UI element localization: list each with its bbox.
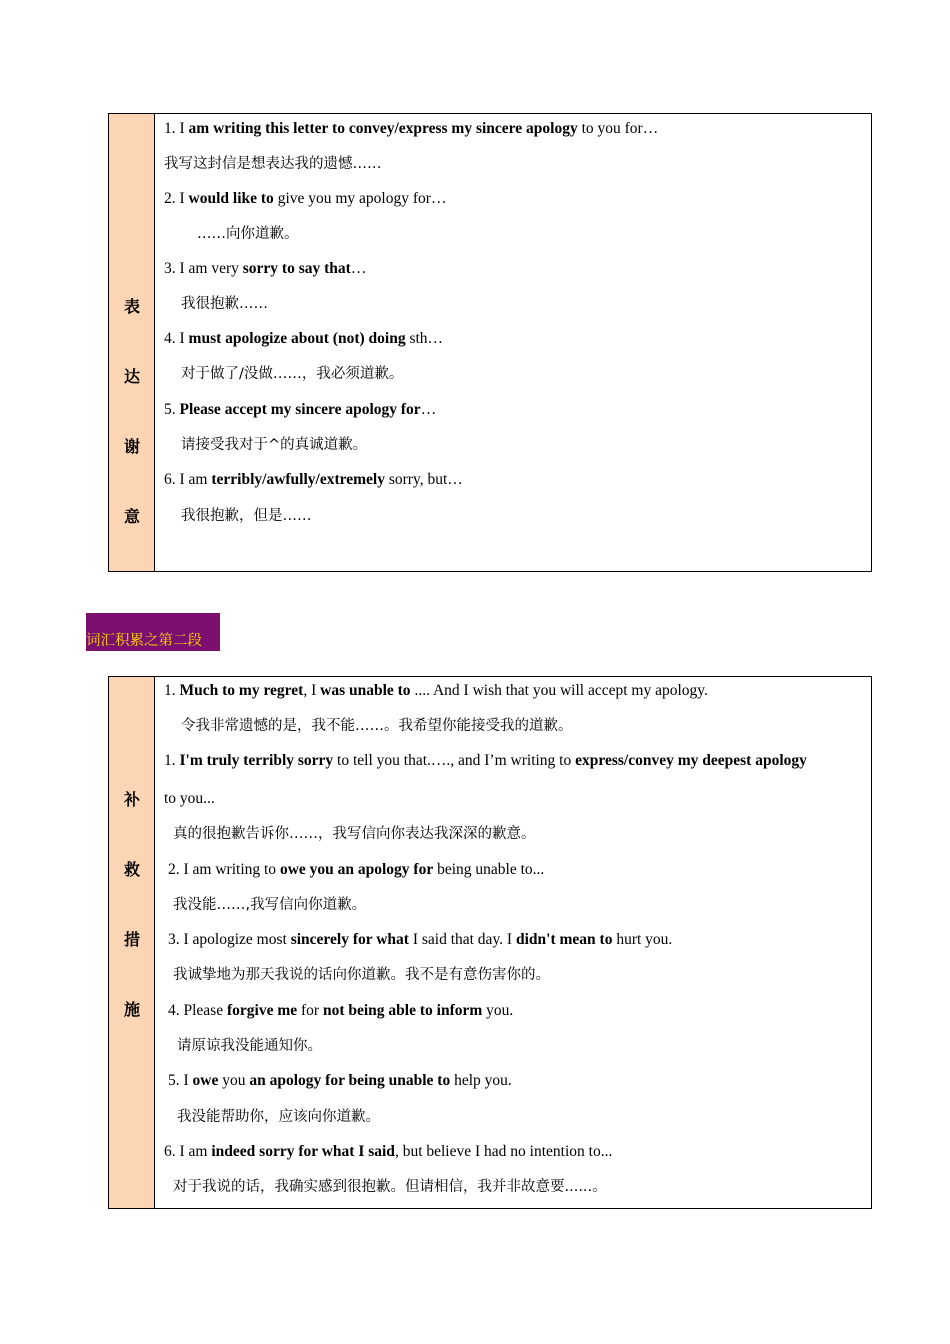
key-phrase: sorry to say that (242, 260, 351, 277)
text-segment: being unable to... (433, 861, 545, 878)
text-segment: 5. I (168, 1072, 193, 1089)
text-segment: ……向你道歉。 (197, 226, 299, 242)
key-phrase: Much to my regret (179, 682, 304, 699)
text-segment: to tell you that.…., and I’m writing to (333, 752, 576, 769)
text-segment: 1. (164, 682, 180, 699)
key-phrase: didn't mean to (515, 931, 613, 948)
text-segment: for (297, 1002, 323, 1019)
translation-line (177, 1036, 322, 1056)
expression-line (164, 751, 807, 771)
key-phrase: owe you an apology for (279, 861, 434, 878)
side-char: 救 (123, 860, 140, 879)
key-phrase: not being able to inform (322, 1002, 483, 1019)
key-phrase: indeed sorry for what I said (211, 1143, 395, 1160)
expression-line (164, 1142, 612, 1162)
key-phrase: must apologize about (not) doing (188, 330, 406, 347)
side-char: 达 (123, 367, 140, 386)
text-segment: 1. (164, 752, 180, 769)
text-segment: 令我非常遗憾的是，我不能……。我希望你能接受我的道歉。 (181, 718, 573, 734)
translation-line (181, 506, 312, 526)
text-segment: you (218, 1072, 250, 1089)
text-segment: 3. I apologize most (168, 931, 291, 948)
text-segment: hurt you. (612, 931, 673, 948)
side-char: 表 (123, 297, 140, 316)
apology-expressions-table (108, 113, 872, 572)
translation-line (197, 224, 299, 244)
key-phrase: I'm truly terribly sorry (179, 752, 334, 769)
text-segment: 4. Please (168, 1002, 227, 1019)
text-segment: 我很抱歉，但是…… (181, 508, 312, 524)
expression-line (168, 1071, 512, 1091)
text-segment: 我没能帮助你，应该向你道歉。 (177, 1109, 380, 1125)
remedy-expressions-table (108, 676, 872, 1209)
text-segment: to you... (164, 790, 215, 807)
expression-line (164, 470, 463, 490)
section-heading (86, 613, 220, 651)
expression-line (164, 259, 366, 279)
text-segment: 我诚挚地为那天我说的话向你道歉。我不是有意伤害你的。 (173, 967, 550, 983)
text-segment: 6. I am (164, 471, 212, 488)
text-segment: I said that day. I (408, 931, 516, 948)
text-segment: 5. (164, 401, 180, 418)
expression-line (164, 329, 443, 349)
text-segment: 对于做了/没做……，我必须道歉。 (181, 366, 404, 382)
key-phrase: an apology for being unable to (249, 1072, 451, 1089)
expression-line (164, 400, 436, 420)
text-segment: 请原谅我没能通知你。 (177, 1038, 322, 1054)
translation-line (181, 716, 573, 736)
key-phrase: owe (192, 1072, 219, 1089)
section-heading-text: 词汇积累之第二段 (86, 633, 202, 649)
key-phrase: sincerely for what (290, 931, 409, 948)
expression-line (168, 860, 544, 880)
translation-line (173, 824, 536, 844)
text-segment: 2. I am writing to (168, 861, 280, 878)
key-phrase: forgive me (226, 1002, 298, 1019)
translation-line (173, 895, 366, 915)
side-char: 措 (123, 930, 140, 949)
translation-line (164, 154, 382, 174)
text-segment: sth… (405, 330, 444, 347)
text-segment: 我很抱歉…… (181, 296, 268, 312)
translation-line (173, 965, 550, 985)
expression-line (164, 681, 708, 701)
text-segment: 对于我说的话，我确实感到很抱歉。但请相信，我并非故意要......。 (173, 1179, 607, 1195)
translation-line (181, 364, 403, 384)
translation-line (173, 1177, 607, 1197)
text-segment: … (420, 401, 437, 418)
translation-line (181, 294, 268, 314)
text-segment: 请接受我对于^的真诚道歉。 (181, 437, 368, 453)
expression-line (164, 119, 658, 139)
expression-line (164, 789, 215, 809)
key-phrase: terribly/awfully/extremely (211, 471, 385, 488)
text-segment: 我写这封信是想表达我的遗憾…… (164, 156, 382, 172)
text-segment: 4. I (164, 330, 189, 347)
expression-line (168, 1001, 513, 1021)
text-segment: 6. I am (164, 1143, 212, 1160)
text-segment: you. (482, 1002, 514, 1019)
text-segment: 3. I am very (164, 260, 243, 277)
translation-line (177, 1107, 380, 1127)
key-phrase: was unable to (320, 682, 411, 699)
text-segment: help you. (450, 1072, 512, 1089)
text-segment: to you for… (577, 120, 659, 137)
translation-line (181, 435, 367, 455)
key-phrase: am writing this letter to convey/express my sincere apology (188, 120, 578, 137)
text-segment: sorry, but… (384, 471, 463, 488)
key-phrase: express/convey my deepest apology (575, 752, 807, 769)
side-char: 谢 (123, 437, 140, 456)
text-segment: .... And I wish that you will accept my apology. (410, 682, 708, 699)
text-segment: 真的很抱歉告诉你……，我写信向你表达我深深的歉意。 (173, 826, 536, 842)
key-phrase: would like to (188, 190, 274, 207)
expression-line (168, 930, 672, 950)
table1-side-label (109, 114, 155, 571)
key-phrase: Please accept my sincere apology for (179, 401, 421, 418)
text-segment: , I (303, 682, 321, 699)
text-segment: give you my apology for… (273, 190, 447, 207)
text-segment: 2. I (164, 190, 189, 207)
expression-line (164, 189, 446, 209)
table2-side-label (109, 677, 155, 1208)
text-segment: … (350, 260, 367, 277)
text-segment: , but believe I had no intention to... (394, 1143, 613, 1160)
side-char: 施 (123, 1000, 140, 1019)
side-char: 意 (123, 507, 140, 526)
side-char: 补 (123, 790, 140, 809)
text-segment: 1. I (164, 120, 189, 137)
text-segment: 我没能……,我写信向你道歉。 (173, 897, 367, 913)
